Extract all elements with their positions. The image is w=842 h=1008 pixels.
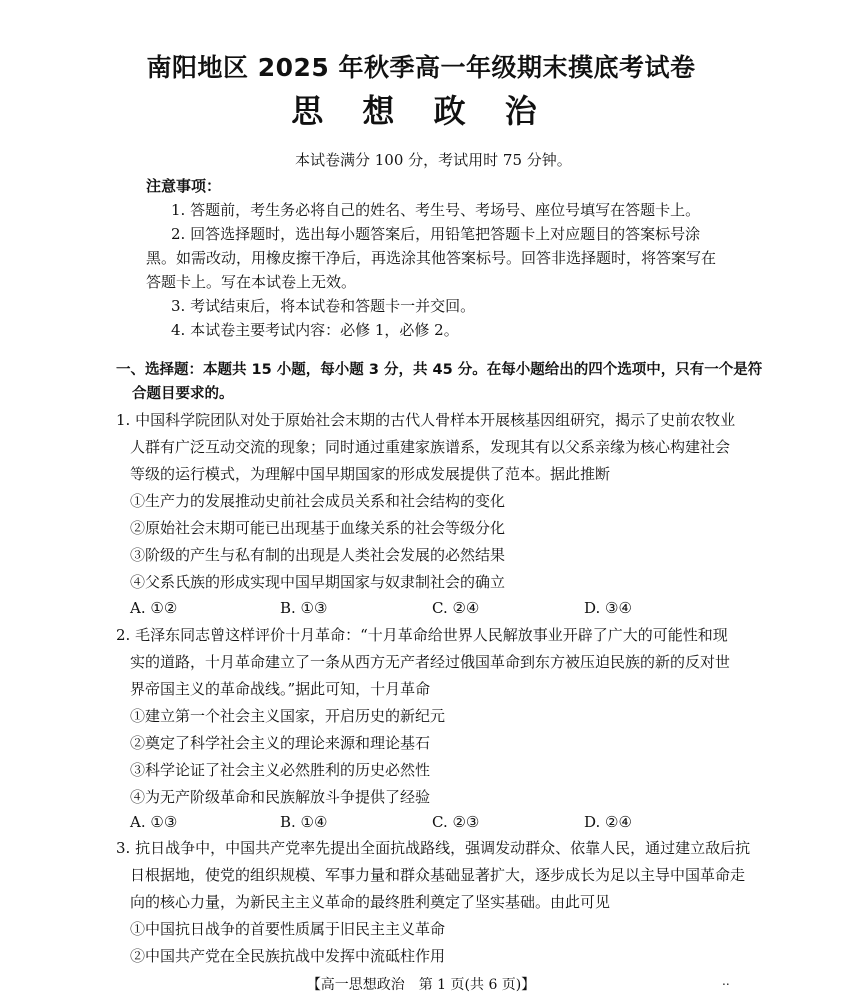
section-heading: 一、选择题：本题共 15 小题，每小题 3 分，共 45 分。在每小题给出的四个选项中，只有一个是符 xyxy=(116,362,763,378)
question-text: 实的道路，十月革命建立了一条从西方无产者经过俄国革命到东方被压迫民族的新的反对世 xyxy=(130,653,731,671)
option-c: C. ②③ xyxy=(432,813,480,831)
statement: ④父系氏族的形成实现中国早期国家与奴隶制社会的确立 xyxy=(130,573,506,591)
notice-item: 4. 本试卷主要考试内容：必修 1，必修 2。 xyxy=(171,321,459,339)
question-text: 界帝国主义的革命战线。”据此可知，十月革命 xyxy=(130,680,431,698)
question-text: 等级的运行模式，为理解中国早期国家的形成发展提供了范本。据此推断 xyxy=(130,465,611,483)
statement: ②奠定了科学社会主义的理论来源和理论基石 xyxy=(130,734,431,752)
question-text: 1. 中国科学院团队对处于原始社会末期的古代人骨样本开展核基因组研究，揭示了史前农牧业 xyxy=(116,411,736,429)
option-c: C. ②④ xyxy=(432,599,480,617)
option-b: B. ①④ xyxy=(280,813,328,831)
notice-item: 2. 回答选择题时，选出每小题答案后，用铅笔把答题卡上对应题目的答案标号涂 xyxy=(171,225,701,243)
option-a: A. ①② xyxy=(130,599,178,617)
question-text: 日根据地，使党的组织规模、军事力量和群众基础显著扩大，逐步成长为足以主导中国革命走 xyxy=(130,866,746,884)
section-heading-cont: 合题目要求的。 xyxy=(132,386,234,402)
notice-item: 答题卡上。写在本试卷上无效。 xyxy=(146,273,357,291)
statement: ③科学论证了社会主义必然胜利的历史必然性 xyxy=(130,761,431,779)
exam-note: 本试卷满分 100 分，考试用时 75 分钟。 xyxy=(295,151,572,169)
statement: ①中国抗日战争的首要性质属于旧民主主义革命 xyxy=(130,920,446,938)
option-d: D. ②④ xyxy=(584,813,632,831)
footer-mark: .. xyxy=(722,974,730,988)
question-text: 2. 毛泽东同志曾这样评价十月革命：“十月革命给世界人民解放事业开辟了广大的可能性和现 xyxy=(116,626,728,644)
notice-title: 注意事项： xyxy=(146,177,222,195)
option-b: B. ①③ xyxy=(280,599,328,617)
question-text: 人群有广泛互动交流的现象；同时通过重建家族谱系，发现其有以父系亲缘为核心构建社会 xyxy=(130,438,731,456)
notice-item: 3. 考试结束后，将本试卷和答题卡一并交回。 xyxy=(171,297,476,315)
option-d: D. ③④ xyxy=(584,599,632,617)
notice-item: 1. 答题前，考生务必将自己的姓名、考生号、考场号、座位号填写在答题卡上。 xyxy=(171,201,701,219)
question-text: 向的核心力量，为新民主主义革命的最终胜利奠定了坚实基础。由此可见 xyxy=(130,893,611,911)
exam-title: 南阳地区 2025 年秋季高一年级期末摸底考试卷 xyxy=(146,53,696,82)
statement: ③阶级的产生与私有制的出现是人类社会发展的必然结果 xyxy=(130,546,506,564)
notice-item: 黑。如需改动，用橡皮擦干净后，再选涂其他答案标号。回答非选择题时，将答案写在 xyxy=(146,249,717,267)
option-a: A. ①③ xyxy=(130,813,178,831)
page-footer: 【高一思想政治 第 1 页(共 6 页)】 xyxy=(306,977,536,993)
subject-title: 思 想 政 治 xyxy=(291,92,551,130)
statement: ②原始社会末期可能已出现基于血缘关系的社会等级分化 xyxy=(130,519,506,537)
question-text: 3. 抗日战争中，中国共产党率先提出全面抗战路线，强调发动群众、依靠人民，通过建立敌后抗 xyxy=(116,839,751,857)
statement: ④为无产阶级革命和民族解放斗争提供了经验 xyxy=(130,788,431,806)
statement: ①建立第一个社会主义国家，开启历史的新纪元 xyxy=(130,707,446,725)
statement: ①生产力的发展推动史前社会成员关系和社会结构的变化 xyxy=(130,492,506,510)
statement: ②中国共产党在全民族抗战中发挥中流砥柱作用 xyxy=(130,947,446,965)
